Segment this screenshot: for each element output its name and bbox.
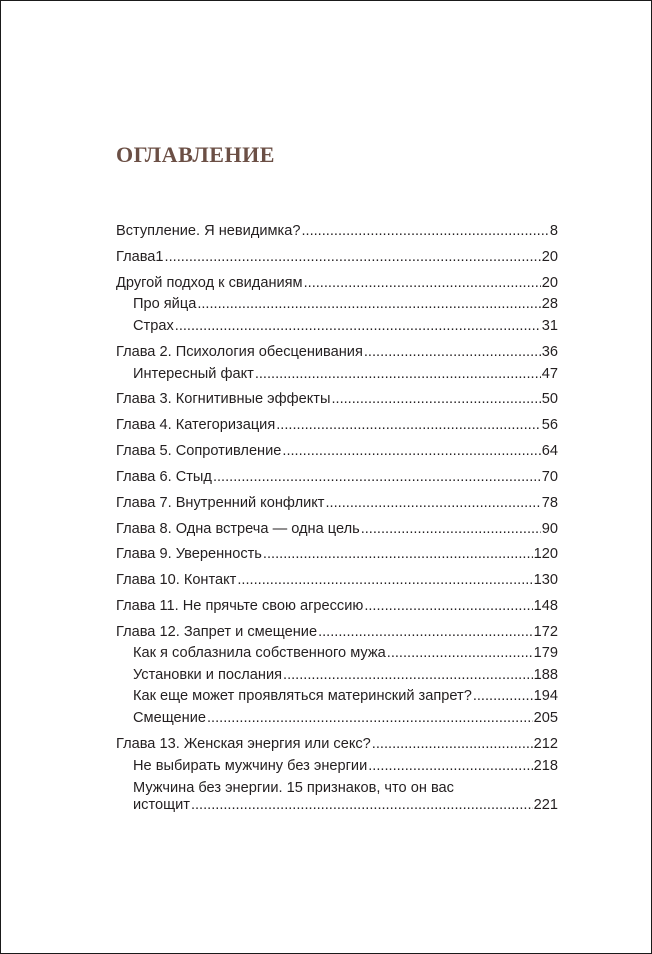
toc-entry-text: Глава 9. Уверенность [116, 546, 262, 562]
toc-leader-dots [207, 710, 533, 727]
toc-entry [116, 572, 558, 589]
toc-leader-dots [237, 572, 532, 589]
toc-leader-dots [387, 645, 533, 662]
toc-page-number: 50 [541, 391, 558, 407]
toc-entry-text: Глава 2. Психология обесценивания [116, 344, 363, 360]
toc-entry-row [133, 797, 558, 814]
toc-entry-text: Глава 10. Контакт [116, 572, 237, 588]
toc-entry-text: Глава 7. Внутренний конфликт [116, 495, 325, 511]
toc-leader-dots [213, 469, 541, 486]
toc-leader-dots [372, 736, 533, 753]
toc-page-number: 172 [533, 624, 558, 640]
toc-entry [116, 546, 558, 563]
toc-entry-text: Страх [133, 318, 174, 334]
toc-page-number: 212 [533, 736, 558, 752]
toc-subentry [133, 366, 558, 383]
toc-entry-text: Глава 12. Запрет и смещение [116, 624, 318, 640]
toc-page-number: 130 [533, 572, 558, 588]
toc-entry [116, 344, 558, 361]
toc-entry [116, 598, 558, 615]
toc-page-number: 120 [533, 546, 558, 562]
toc-entry-text: Глава 5. Сопротивление [116, 443, 282, 459]
toc-entry [116, 469, 558, 486]
toc-subentry [133, 645, 558, 662]
toc-leader-dots [331, 391, 540, 408]
toc-leader-dots [197, 296, 540, 313]
toc-entry-text: Как я соблазнила собственного мужа [133, 645, 386, 661]
toc-leader-dots [326, 495, 541, 512]
toc-entry-text-line2: истощит [133, 797, 190, 813]
toc-leader-dots [165, 249, 541, 266]
toc-page-number: 218 [533, 758, 558, 774]
toc-entry [116, 624, 558, 641]
toc-page-number: 179 [533, 645, 558, 661]
toc-page-number: 205 [533, 710, 558, 726]
toc-page-number: 90 [541, 521, 558, 537]
toc-title: ОГЛАВЛЕНИЕ [116, 142, 275, 167]
toc-leader-dots [304, 275, 541, 292]
toc-entry [116, 495, 558, 512]
toc-subentry [133, 667, 558, 684]
toc-page-number: 70 [541, 469, 558, 485]
toc-leader-dots [368, 758, 532, 775]
toc-page-number: 31 [541, 318, 558, 334]
toc-entry [116, 443, 558, 460]
toc-leader-dots [364, 344, 541, 361]
toc-leader-dots [318, 624, 533, 641]
toc-leader-dots [301, 223, 548, 240]
toc-entry [116, 736, 558, 753]
toc-page-number: 56 [541, 417, 558, 433]
toc-entry [116, 275, 558, 292]
toc-entry-text: Вступление. Я невидимка? [116, 223, 301, 239]
toc-subentry-multiline [133, 780, 558, 814]
toc-page-number: 148 [533, 598, 558, 614]
toc-entry [116, 521, 558, 538]
toc-leader-dots [263, 546, 533, 563]
toc-page-number: 64 [541, 443, 558, 459]
toc-subentry [133, 296, 558, 313]
toc-entry [116, 249, 558, 266]
toc-entry-text-line1: Мужчина без энергии. 15 признаков, что он вас [133, 780, 454, 796]
toc-entry-text: Глава 3. Когнитивные эффекты [116, 391, 331, 407]
toc-entry-text: Глава 13. Женская энергия или секс? [116, 736, 371, 752]
toc-entry-text: Как еще может проявляться материнский запрет? [133, 688, 472, 704]
toc-subentry [133, 758, 558, 775]
toc-entry-text: Смещение [133, 710, 206, 726]
toc-subentry [133, 710, 558, 727]
toc-page-number: 36 [541, 344, 558, 360]
toc-page-number: 28 [541, 296, 558, 312]
toc-entry-text: Глава 4. Категоризация [116, 417, 276, 433]
toc-page-number: 47 [541, 366, 558, 382]
toc-entry-text: Глава 8. Одна встреча — одна цель [116, 521, 360, 537]
toc-page-number: 8 [549, 223, 558, 239]
toc-leader-dots [283, 667, 533, 684]
toc-entry-text: Глава 11. Не прячьте свою агрессию [116, 598, 364, 614]
toc-leader-dots [361, 521, 541, 538]
toc-leader-dots [276, 417, 541, 434]
toc-entry-text: Другой подход к свиданиям [116, 275, 303, 291]
toc-entry-text: Глава 6. Стыд [116, 469, 212, 485]
toc-entry-text: Интересный факт [133, 366, 254, 382]
toc-leader-dots [282, 443, 540, 460]
toc-page-number: 78 [541, 495, 558, 511]
toc-page-number: 20 [541, 275, 558, 291]
toc-entry-text: Установки и послания [133, 667, 283, 683]
toc-entry-text: Не выбирать мужчину без энергии [133, 758, 368, 774]
toc-entry-text: Глава1 [116, 249, 164, 265]
toc-entry [116, 391, 558, 408]
toc-page-number: 194 [533, 688, 558, 704]
toc-page-number: 188 [533, 667, 558, 683]
toc-leader-dots [191, 797, 533, 814]
toc-leader-dots [175, 318, 541, 335]
toc-subentry [133, 318, 558, 335]
toc-entry [116, 417, 558, 434]
toc-page-number: 221 [533, 797, 558, 813]
toc-leader-dots [364, 598, 532, 615]
toc-leader-dots [473, 688, 533, 705]
toc-entry [116, 223, 558, 240]
toc-page-number: 20 [541, 249, 558, 265]
toc-leader-dots [255, 366, 541, 383]
toc-subentry [133, 688, 558, 705]
toc-entry-text: Про яйца [133, 296, 197, 312]
